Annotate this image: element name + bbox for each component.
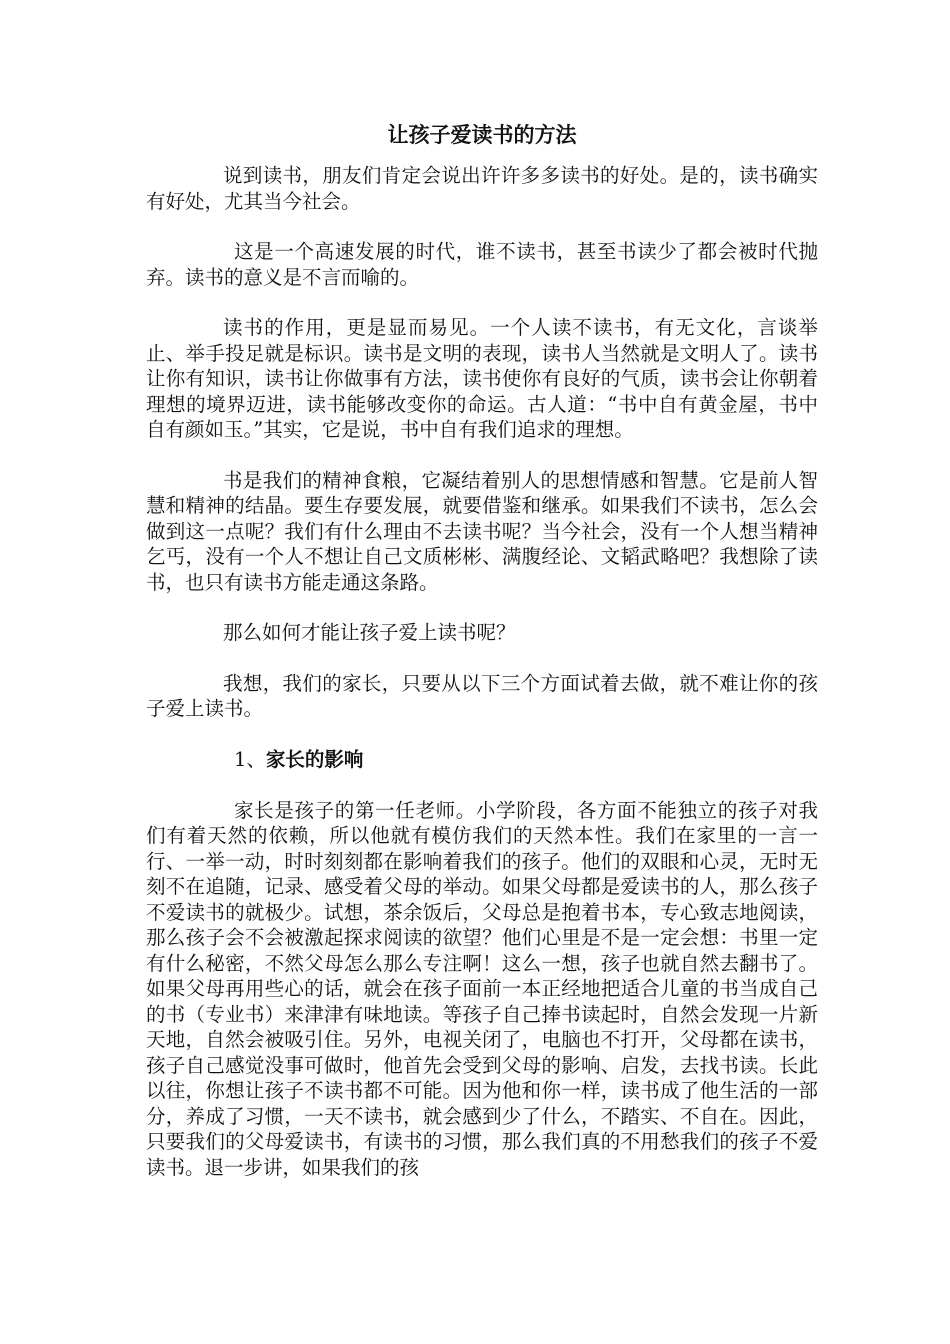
paragraph-3: 读书的作用，更是显而易见。一个人读不读书，有无文化，言谈举止、举手投足就是标识。读书是文明的表现，读书人当然就是文明人了。读书让你有知识，读书让你做事有方法，读书使你有良好的气质，读书会让你朝着理想的境界迈进，读书能够改变你的命运。古人道：“书中自有黄金屋，书中自有颜如玉。”其实，它是说，书中自有我们追求的理想。 [146,316,818,441]
section-heading [146,747,818,773]
paragraph-5: 那么如何才能让孩子爱上读书呢？ [223,621,516,644]
document-page [146,118,818,1205]
document-title: 让孩子爱读书的方法 [387,122,577,147]
paragraph-6: 我想，我们的家长，只要从以下三个方面试着去做，就不难让你的孩子爱上读书。 [146,671,818,720]
paragraph-1: 说到读书，朋友们肯定会说出许许多多读书的好处。是的，读书确实有好处，尤其当今社会。 [146,164,818,213]
paragraph-2: 这是一个高速发展的时代，谁不读书，甚至书读少了都会被时代抛弃。读书的意义是不言而喻的。 [146,240,818,289]
section-number: 1、 [234,747,266,771]
section-title: 家长的影响 [265,747,364,771]
paragraph-4: 书是我们的精神食粮，它凝结着别人的思想情感和智慧。它是前人智慧和精神的结晶。要生存要发展，就要借鉴和继承。如果我们不读书，怎么会做到这一点呢？我们有什么理由不去读书呢？当今社会，没有一个人想当精神乞丐，没有一个人不想让自己文质彬彬、满腹经论、文韬武略吧？我想除了读书，也只有读书方能走通这条路。 [146,468,818,594]
section-body: 家长是孩子的第一任老师。小学阶段，各方面不能独立的孩子对我们有着天然的依赖，所以他就有模仿我们的天然本性。我们在家里的一言一行、一举一动，时时刻刻都在影响着我们的孩子。他们的双眼和心灵，无时无刻不在追随，记录、感受着父母的举动。如果父母都是爱读书的人，那么孩子不爱读书的就极少。试想，茶余饭后，父母总是抱着书本，专心致志地阅读，那么孩子会不会被激起探求阅读的欲望？他们心里是不是一定会想：书里一定有什么秘密，不然父母怎么那么专注啊！这么一想，孩子也就自然去翻书了。如果父母再用些心的话，就会在孩子面前一本正经地把适合儿童的书当成自己的书（专业书）来津津有味地读。等孩子自己捧书读起时，自然会发现一片新天地，自然会被吸引住。另外，电视关闭了，电脑也不打开，父母都在读书，孩子自己感觉没事可做时，他首先会受到父母的影响、启发，去找书读。长此以往，你想让孩子不读书都不可能。因为他和你一样，读书成了他生活的一部分，养成了习惯，一天不读书，就会感到少了什么，不踏实、不自在。因此，只要我们的父母爱读书，有读书的习惯，那么我们真的不用愁我们的孩子不爱读书。退一步讲，如果我们的孩 [146,798,818,1179]
